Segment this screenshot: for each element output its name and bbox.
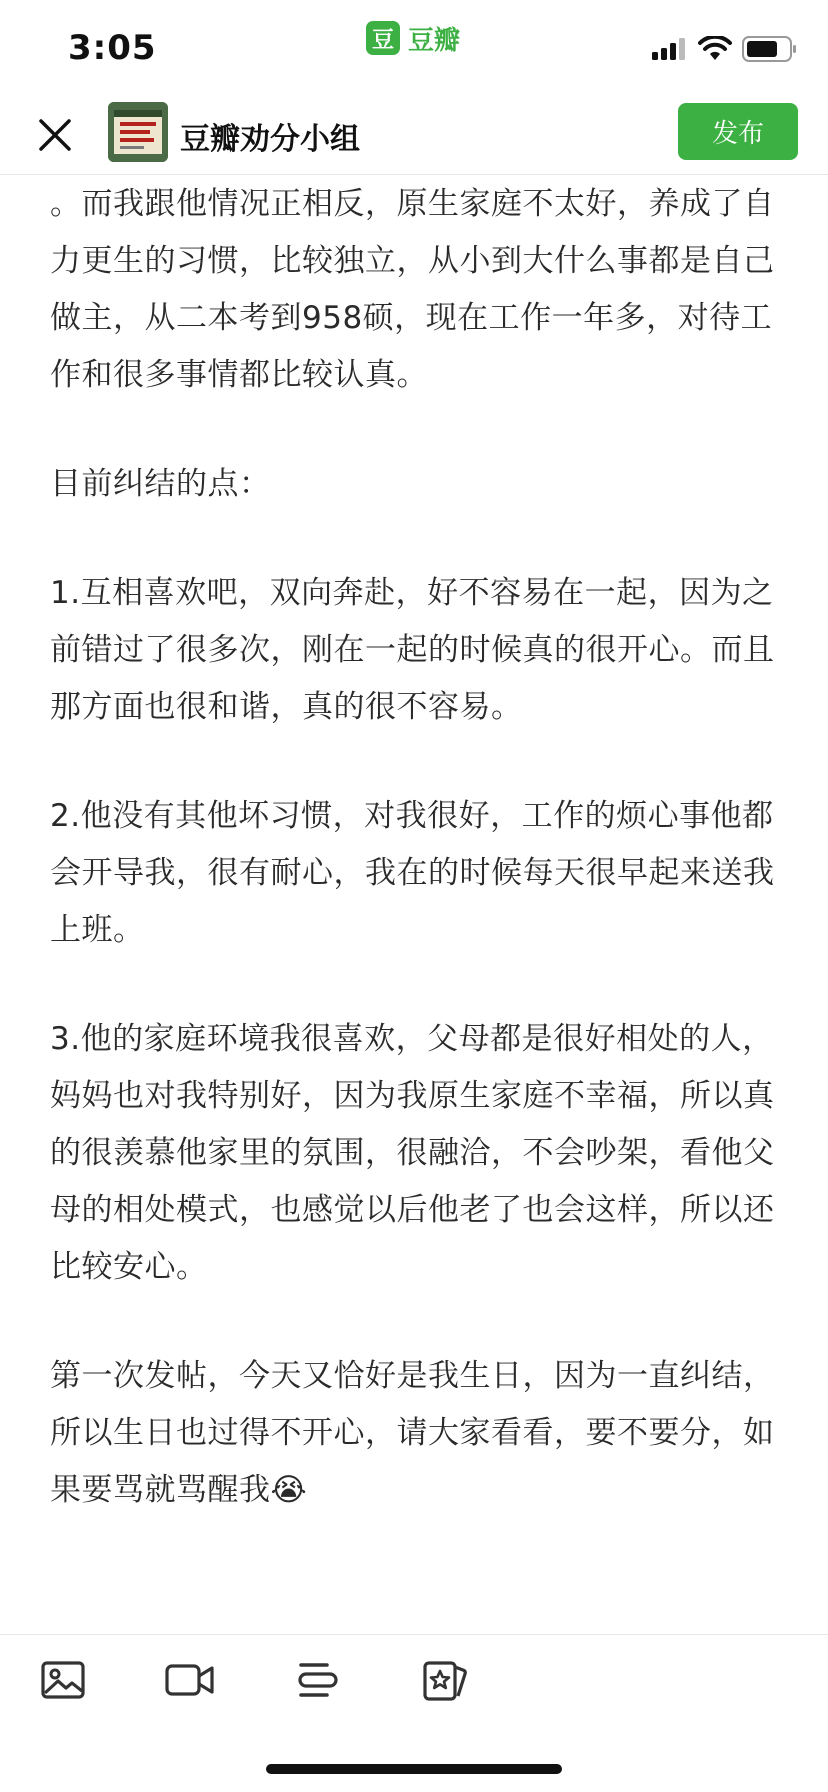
status-bar xyxy=(0,0,828,100)
signal-bars-icon xyxy=(652,38,688,60)
header xyxy=(0,100,828,175)
post-paragraph: 3.他的家庭环境我很喜欢，父母都是很好相处的人，妈妈也对我特别好，因为我原生家庭不幸福，所以真的很羡慕他家里的氛围，很融洽，不会吵架，看他父母的相处模式，也感觉以后他老了也会这样，所以还比较安心。 xyxy=(50,1021,775,1285)
app-badge-label: 豆瓣 xyxy=(408,25,461,56)
app-badge xyxy=(366,20,460,56)
video-icon xyxy=(165,1662,215,1698)
text-format-button[interactable] xyxy=(293,1655,343,1705)
image-icon xyxy=(41,1660,85,1700)
publish-button[interactable]: 发布 xyxy=(678,103,798,160)
battery-icon xyxy=(742,36,798,62)
insert-video-button[interactable] xyxy=(165,1655,215,1705)
sticker-star-icon xyxy=(422,1658,468,1702)
post-paragraph: 。而我跟他情况正相反，原生家庭不太好，养成了自力更生的习惯，比较独立，从小到大什么事都是自己做主，从二本考到958硕，现在工作一年多，对待工作和很多事情都比较认真。 xyxy=(50,186,775,393)
group-title[interactable]: 豆瓣劝分小组 xyxy=(180,122,360,157)
post-paragraph: 2.他没有其他坏习惯，对我很好，工作的烦心事他都会开导我，很有耐心，我在的时候每天很早起来送我上班。 xyxy=(50,798,775,948)
group-avatar-image xyxy=(108,102,168,162)
wifi-icon xyxy=(698,36,732,62)
group-avatar[interactable] xyxy=(108,102,168,162)
home-indicator xyxy=(266,1764,562,1774)
post-paragraph: 目前纠结的点： xyxy=(50,466,271,502)
status-time: 3:05 xyxy=(68,28,157,68)
post-body[interactable] xyxy=(50,176,778,1636)
post-paragraph: 第一次发帖，今天又恰好是我生日，因为一直纠结，所以生日也过得不开心，请大家看看，要不要分，如果要骂就骂醒我😭 xyxy=(50,1358,775,1508)
insert-image-button[interactable] xyxy=(38,1655,88,1705)
insert-sticker-button[interactable] xyxy=(420,1655,470,1705)
post-paragraph: 1.互相喜欢吧，双向奔赴，好不容易在一起，因为之前错过了很多次，刚在一起的时候真的很开心。而且那方面也很和谐，真的很不容易。 xyxy=(50,575,775,725)
editor-toolbar xyxy=(0,1634,828,1725)
douban-icon: 豆 xyxy=(366,21,400,55)
text-format-icon xyxy=(297,1660,339,1700)
close-icon xyxy=(38,118,72,152)
close-button[interactable] xyxy=(32,112,78,158)
